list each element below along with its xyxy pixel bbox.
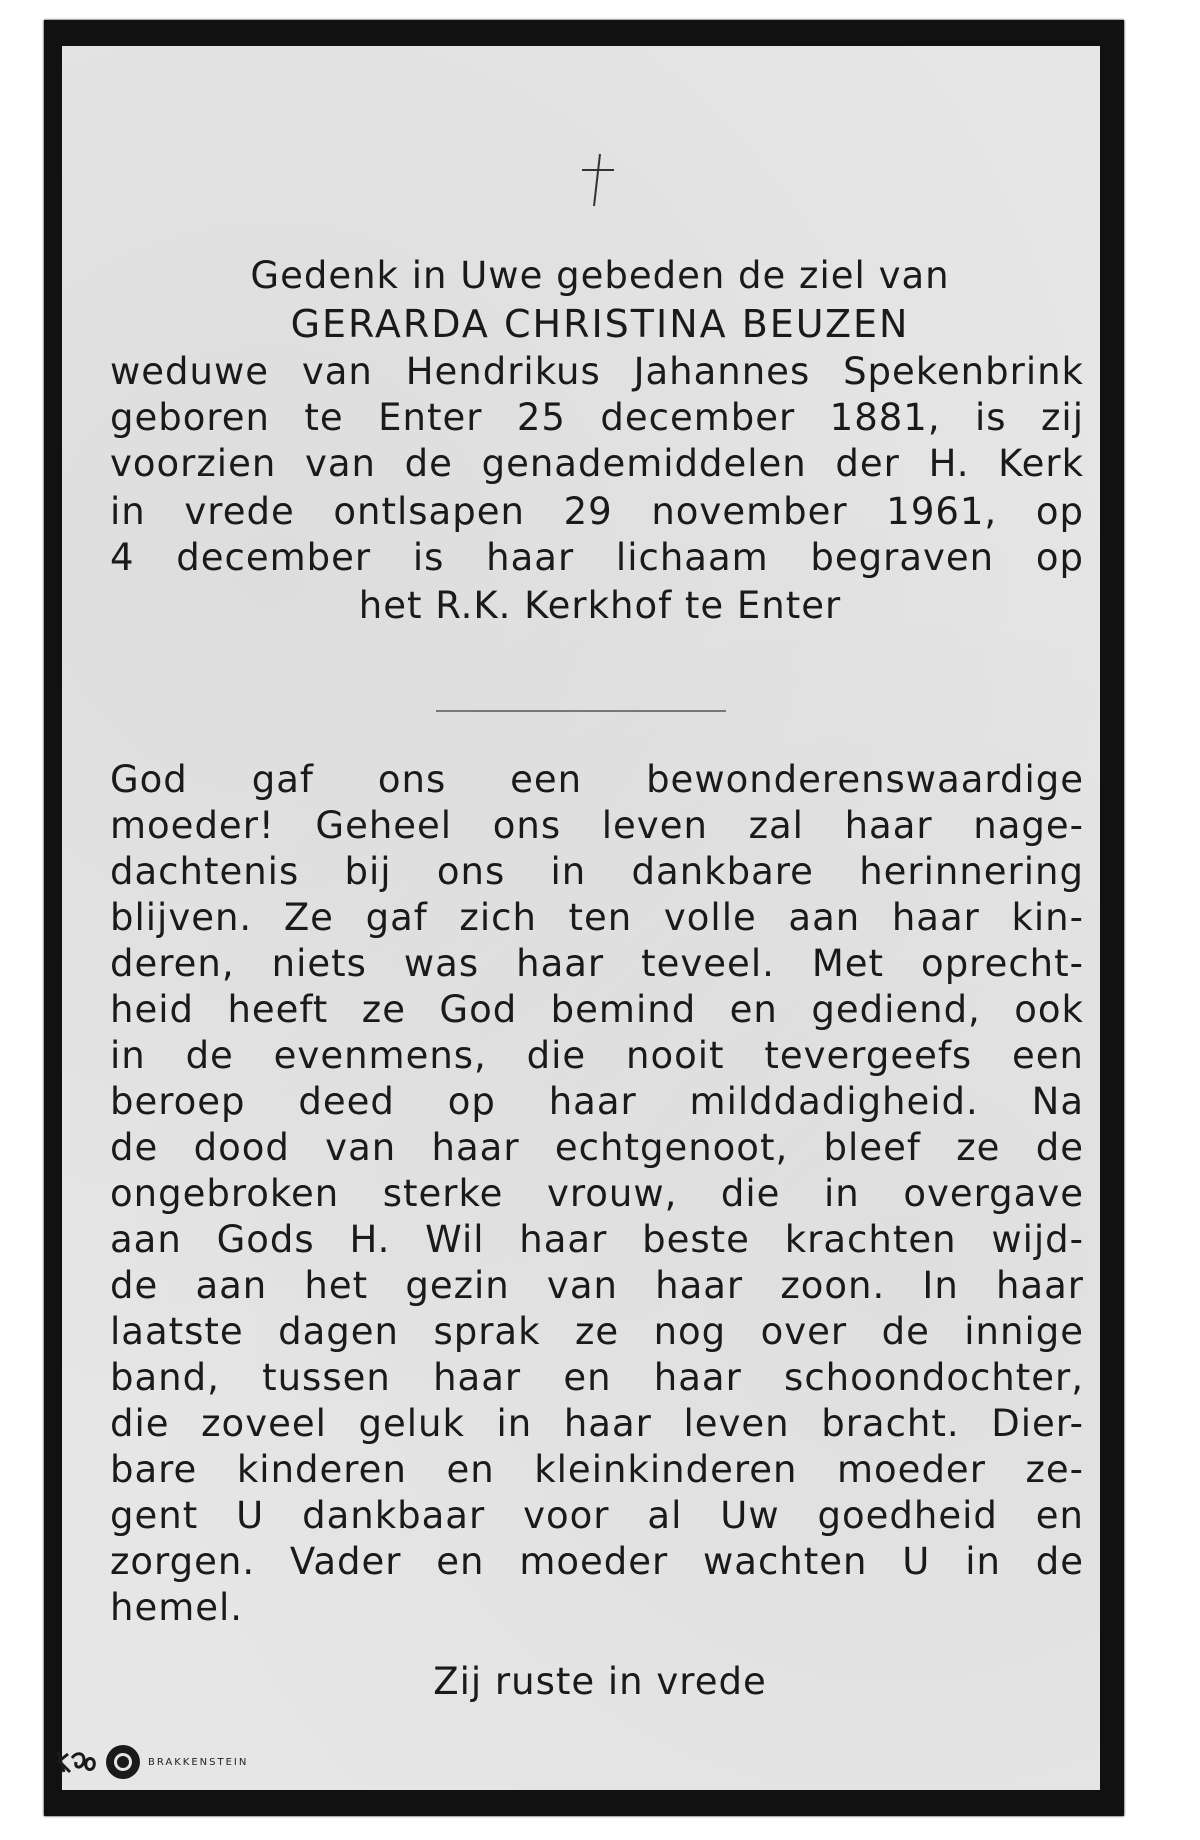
tribute-line: dachtenis bij ons in dankbare herinnering bbox=[110, 850, 1084, 893]
divider bbox=[436, 710, 726, 712]
bio-line: weduwe van Hendrikus Jahannes Spekenbrink bbox=[110, 350, 1084, 393]
tribute-line: bare kinderen en kleinkinderen moeder ze- bbox=[110, 1448, 1084, 1491]
tribute-line: blijven. Ze gaf zich ten volle aan haar kin- bbox=[110, 896, 1084, 939]
intro-line: Gedenk in Uwe gebeden de ziel van bbox=[250, 254, 950, 297]
tribute-line: band, tussen haar en haar schoondochter, bbox=[110, 1356, 1084, 1399]
tribute-line: moeder! Geheel ons leven zal haar nage- bbox=[110, 804, 1084, 847]
bio-line: geboren te Enter 25 december 1881, is zij bbox=[110, 396, 1084, 439]
bio-line: het R.K. Kerkhof te Enter bbox=[358, 584, 842, 627]
tribute-line: aan Gods H. Wil haar beste krachten wijd- bbox=[110, 1218, 1084, 1261]
publisher-logo-icon bbox=[54, 1748, 98, 1776]
seal-icon bbox=[106, 1745, 140, 1779]
cross-icon bbox=[578, 150, 618, 210]
tribute-line: in de evenmens, die nooit tevergeefs een bbox=[110, 1034, 1084, 1077]
bio-line: in vrede ontlsapen 29 november 1961, op bbox=[110, 490, 1084, 533]
bio-line: 4 december is haar lichaam begraven op bbox=[110, 536, 1084, 579]
tribute-line: zorgen. Vader en moeder wachten U in de bbox=[110, 1540, 1084, 1583]
tribute-line: deren, niets was haar teveel. Met oprecht- bbox=[110, 942, 1084, 985]
tribute-line: beroep deed op haar milddadigheid. Na bbox=[110, 1080, 1084, 1123]
closing-line: Zij ruste in vrede bbox=[433, 1660, 767, 1703]
tribute-line: die zoveel geluk in haar leven bracht. Dier- bbox=[110, 1402, 1084, 1445]
tribute-line: gent U dankbaar voor al Uw goedheid en bbox=[110, 1494, 1084, 1537]
tribute-line: heid heeft ze God bemind en gediend, ook bbox=[110, 988, 1084, 1031]
tribute-line: hemel. bbox=[110, 1586, 244, 1629]
publisher-name: BRAKKENSTEIN bbox=[148, 1756, 249, 1768]
tribute-line: ongebroken sterke vrouw, die in overgave bbox=[110, 1172, 1084, 1215]
tribute-line: de aan het gezin van haar zoon. In haar bbox=[110, 1264, 1084, 1307]
bio-line: voorzien van de genademiddelen der H. Kerk bbox=[110, 442, 1084, 485]
tribute-line: de dood van haar echtgenoot, bleef ze de bbox=[110, 1126, 1084, 1169]
tribute-line: God gaf ons een bewonderenswaardige bbox=[110, 758, 1084, 801]
deceased-name: GERARDA CHRISTINA BEUZEN bbox=[290, 302, 910, 346]
publisher-mark bbox=[54, 1742, 248, 1782]
tribute-line: laatste dagen sprak ze nog over de innige bbox=[110, 1310, 1084, 1353]
